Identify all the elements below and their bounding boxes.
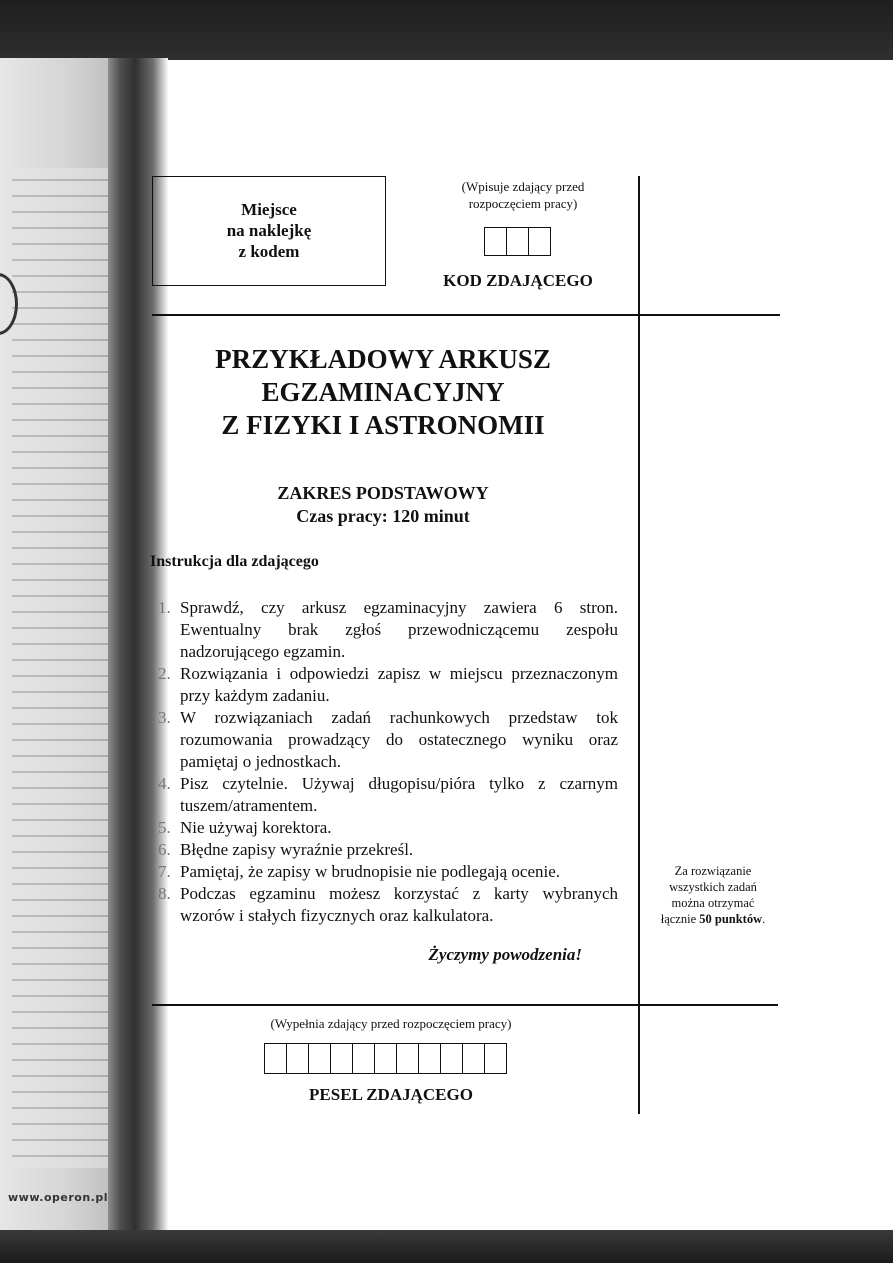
list-item: 2. Rozwiązania i odpowiedzi zapisz w miejscu przeznaczonym przy każdym zadaniu. bbox=[158, 664, 618, 705]
header-divider bbox=[152, 314, 780, 316]
pesel-digit-box[interactable] bbox=[309, 1044, 331, 1073]
vertical-divider bbox=[638, 176, 640, 1114]
pesel-digit-box[interactable] bbox=[485, 1044, 506, 1073]
exam-title: PRZYKŁADOWY ARKUSZ EGZAMINACYJNY Z FIZYKI I ASTRONOMII bbox=[215, 344, 551, 440]
previous-page-text-lines bbox=[12, 168, 112, 1168]
footer-divider bbox=[152, 1004, 778, 1006]
kod-digit-box[interactable] bbox=[507, 228, 529, 255]
pesel-label: PESEL ZDAJĄCEGO bbox=[309, 1085, 473, 1104]
points-total: 50 punktów bbox=[699, 912, 763, 926]
instructions-heading: Instrukcja dla zdającego bbox=[150, 553, 319, 570]
pesel-instruction: (Wypełnia zdający przed rozpoczęciem pracy) bbox=[270, 1016, 512, 1031]
pesel-digit-box[interactable] bbox=[441, 1044, 463, 1073]
pesel-digit-box[interactable] bbox=[419, 1044, 441, 1073]
kod-digit-box[interactable] bbox=[529, 228, 550, 255]
pesel-digit-box[interactable] bbox=[353, 1044, 375, 1073]
list-item: 1. Sprawdź, czy arkusz egzaminacyjny zawiera 6 stron. Ewentualny brak zgłoś przewodniczącemu zespołu nadzorującego egzamin. bbox=[158, 598, 618, 661]
scan-top-border bbox=[0, 0, 893, 60]
kod-digit-box[interactable] bbox=[485, 228, 507, 255]
list-item: 7. Pamiętaj, że zapisy w brudnopisie nie podlegają ocenie. bbox=[158, 862, 561, 881]
pesel-digit-box[interactable] bbox=[397, 1044, 419, 1073]
kod-input-boxes[interactable] bbox=[484, 227, 551, 256]
publisher-url: www.operon.pl bbox=[8, 1191, 108, 1204]
code-sticker-area bbox=[152, 176, 386, 286]
sticker-label: Miejsce na naklejkę z kodem bbox=[226, 200, 312, 261]
list-item: 3. W rozwiązaniach zadań rachunkowych przedstaw tok rozumowania prowadzący do ostatecznego wyniku oraz pamiętaj o jednostkach. bbox=[158, 708, 618, 771]
list-item: 8. Podczas egzaminu możesz korzystać z karty wybranych wzorów i stałych fizycznych oraz kalkulatora. bbox=[158, 884, 618, 925]
pesel-digit-box[interactable] bbox=[463, 1044, 485, 1073]
list-item: 4. Pisz czytelnie. Używaj długopisu/pióra tylko z czarnym tuszem/atramentem. bbox=[158, 774, 618, 815]
scan-bottom-border bbox=[0, 1230, 893, 1263]
pesel-digit-box[interactable] bbox=[287, 1044, 309, 1073]
list-item: 6. Błędne zapisy wyraźnie przekreśl. bbox=[158, 840, 414, 859]
points-note: Za rozwiązanie wszystkich zadań można otrzymać łącznie 50 punktów. bbox=[660, 864, 766, 926]
instructions-list bbox=[158, 597, 618, 927]
exam-subtitle: ZAKRES PODSTAWOWY Czas pracy: 120 minut bbox=[277, 483, 489, 526]
pesel-input-boxes[interactable] bbox=[264, 1043, 507, 1074]
kod-instruction: (Wpisuje zdający przed rozpoczęciem pracy) bbox=[461, 179, 585, 211]
pesel-digit-box[interactable] bbox=[331, 1044, 353, 1073]
previous-page-strip bbox=[0, 58, 116, 1233]
list-item: 5. Nie używaj korektora. bbox=[158, 818, 332, 837]
good-luck-message: Życzymy powodzenia! bbox=[428, 945, 582, 964]
kod-label: KOD ZDAJĄCEGO bbox=[443, 271, 593, 290]
pesel-digit-box[interactable] bbox=[265, 1044, 287, 1073]
pesel-digit-box[interactable] bbox=[375, 1044, 397, 1073]
